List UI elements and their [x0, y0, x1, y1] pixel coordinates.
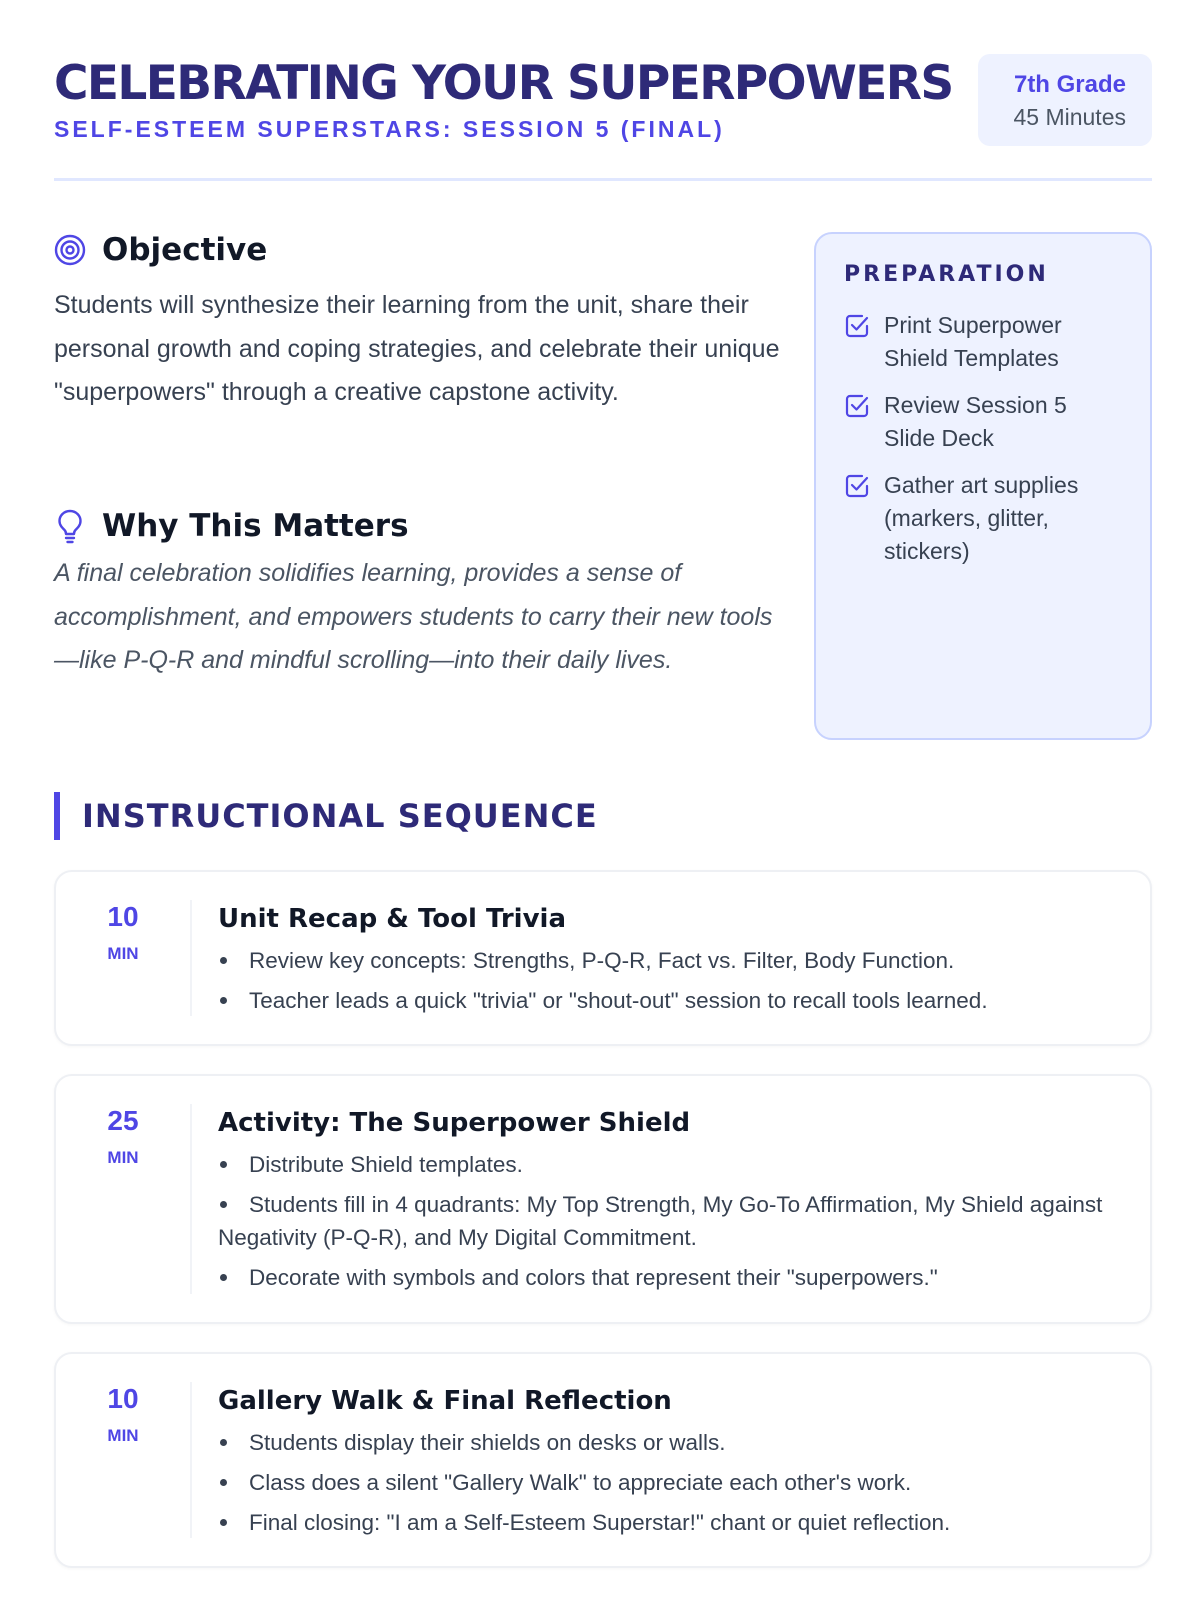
step-bullet	[218, 944, 1128, 977]
section-accent-bar	[54, 792, 60, 840]
bullet-dot	[220, 1201, 227, 1208]
preparation-item-text: Print Superpower Shield Templates	[884, 312, 1062, 371]
target-icon	[54, 234, 86, 266]
bullet-dot	[220, 1274, 227, 1281]
checkbox-checked-icon	[844, 473, 870, 499]
step-title: Unit Recap & Tool Trivia	[218, 904, 567, 934]
step-divider	[190, 1104, 192, 1294]
step-bullet-text: Students display their shields on desks or walls.	[249, 1430, 726, 1455]
preparation-item-text: Review Session 5 Slide Deck	[884, 392, 1067, 451]
bullet-dot	[220, 957, 227, 964]
step-duration	[56, 900, 190, 964]
step-bullet	[218, 1466, 1128, 1499]
step-duration	[56, 1104, 190, 1168]
why-heading-row	[54, 508, 409, 544]
step-bullet-text: Teacher leads a quick "trivia" or "shout-out" session to recall tools learned.	[249, 988, 988, 1013]
step-divider	[190, 900, 192, 1016]
preparation-item-text: Gather art supplies (markers, glitter, stickers)	[884, 472, 1079, 564]
step-unit: MIN	[107, 1426, 139, 1445]
page-subtitle: SELF-ESTEEM SUPERSTARS: SESSION 5 (FINAL)	[54, 116, 725, 142]
step-minutes: 25	[107, 1105, 139, 1136]
checkbox-checked-icon	[844, 313, 870, 339]
lightbulb-icon	[54, 508, 86, 544]
step-bullet	[218, 1426, 1128, 1459]
grade-label: 7th Grade	[1013, 71, 1126, 98]
objective-heading: Objective	[102, 232, 268, 268]
step-divider	[190, 1382, 192, 1538]
preparation-item	[844, 469, 1124, 568]
objective-text: Students will synthesize their learning from the unit, share their personal growth and coping strategies, and celebrate their unique "superpowers" through a creative capstone activity.	[54, 291, 780, 406]
step-title: Activity: The Superpower Shield	[218, 1108, 691, 1138]
preparation-heading: PREPARATION	[844, 262, 1049, 287]
why-heading: Why This Matters	[102, 508, 409, 544]
duration-label: 45 Minutes	[1013, 104, 1126, 130]
step-bullet-text: Students fill in 4 quadrants: My Top Strength, My Go-To Affirmation, My Shield against Negativity (P-Q-R), and My Digital Commitment.	[218, 1192, 1103, 1250]
sequence-step	[54, 870, 1152, 1046]
step-bullets	[218, 1148, 1128, 1294]
step-bullet	[218, 1188, 1128, 1254]
why-text: A final celebration solidifies learning, provides a sense of accomplishment, and empowers students to carry their new tools—like P-Q-R and mindful scrolling—into their daily lives.	[54, 559, 773, 674]
bullet-dot	[220, 1479, 227, 1486]
step-body	[218, 1384, 1128, 1546]
checkbox-checked-icon	[844, 393, 870, 419]
preparation-list	[844, 309, 1124, 568]
grade-duration-badge	[978, 54, 1152, 146]
step-bullets	[218, 944, 1128, 1017]
step-minutes: 10	[107, 1383, 139, 1414]
step-bullet-text: Final closing: "I am a Self-Esteem Superstar!" chant or quiet reflection.	[249, 1510, 951, 1535]
preparation-item	[844, 309, 1124, 375]
step-bullet-text: Review key concepts: Strengths, P-Q-R, Fact vs. Filter, Body Function.	[249, 948, 955, 973]
step-duration	[56, 1382, 190, 1446]
preparation-card	[814, 232, 1152, 740]
page-title: CELEBRATING YOUR SUPERPOWERS	[54, 56, 953, 111]
step-bullet-text: Class does a silent "Gallery Walk" to appreciate each other's work.	[249, 1470, 912, 1495]
sequence-heading: INSTRUCTIONAL SEQUENCE	[82, 797, 598, 835]
step-bullet	[218, 984, 1128, 1017]
step-bullet-text: Decorate with symbols and colors that represent their "superpowers."	[249, 1265, 938, 1290]
step-title: Gallery Walk & Final Reflection	[218, 1386, 672, 1416]
step-unit: MIN	[107, 1148, 139, 1167]
objective-heading-row	[54, 232, 267, 268]
preparation-item	[844, 389, 1124, 455]
step-body	[218, 902, 1128, 1024]
bullet-dot	[220, 1519, 227, 1526]
sequence-heading-row	[54, 792, 598, 840]
step-bullet	[218, 1506, 1128, 1539]
step-bullets	[218, 1426, 1128, 1539]
bullet-dot	[220, 1439, 227, 1446]
step-body	[218, 1106, 1128, 1301]
step-bullet-text: Distribute Shield templates.	[249, 1152, 523, 1177]
bullet-dot	[220, 997, 227, 1004]
sequence-step	[54, 1352, 1152, 1568]
header	[54, 52, 1152, 181]
step-minutes: 10	[107, 901, 139, 932]
bullet-dot	[220, 1161, 227, 1168]
sequence-step	[54, 1074, 1152, 1324]
step-bullet	[218, 1148, 1128, 1181]
step-unit: MIN	[107, 944, 139, 963]
step-bullet	[218, 1261, 1128, 1294]
